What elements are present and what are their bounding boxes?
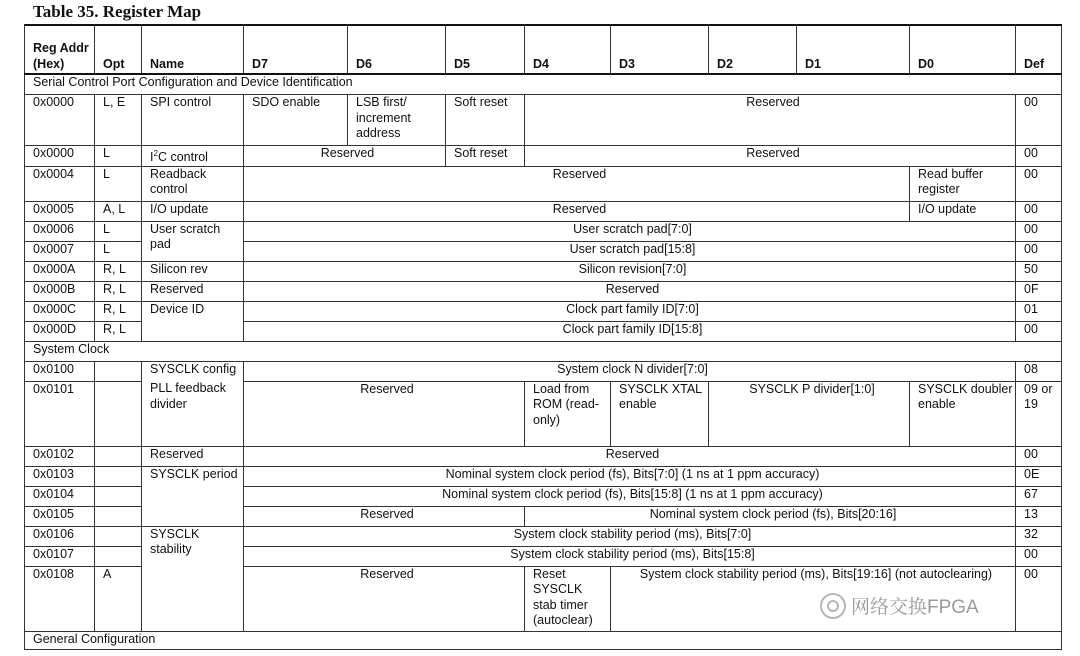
cell-opt (95, 526, 142, 546)
cell-d0: SYSCLK doubler enable (910, 381, 1016, 446)
cell-name: Device ID (142, 301, 244, 341)
section-general-configuration: General Configuration (25, 631, 1062, 649)
table-row (25, 221, 1062, 241)
header-d5: D5 (446, 25, 525, 74)
cell-bits: System clock stability period (ms), Bits[19:16] (not autoclearing) (611, 566, 1016, 631)
cell-bits: User scratch pad[15:8] (244, 241, 1016, 261)
cell-def: 00 (1016, 566, 1062, 631)
cell-def: 00 (1016, 446, 1062, 466)
cell-opt: L, E (95, 95, 142, 146)
cell-reserved: Reserved (244, 201, 910, 221)
cell-opt: L (95, 166, 142, 201)
cell-def: 00 (1016, 95, 1062, 146)
cell-reserved: Reserved (244, 166, 910, 201)
header-d1: D1 (797, 25, 910, 74)
section-row (25, 631, 1062, 649)
cell-opt: R, L (95, 321, 142, 341)
cell-name: SYSCLK stability (142, 526, 244, 631)
cell-reserved: Reserved (244, 146, 446, 167)
cell-reserved: Reserved (244, 446, 1016, 466)
cell-addr: 0x0000 (25, 146, 95, 167)
cell-bits: Clock part family ID[7:0] (244, 301, 1016, 321)
cell-opt (95, 506, 142, 526)
cell-def: 09 or 19 (1016, 381, 1062, 446)
cell-bits: Nominal system clock period (fs), Bits[15:8] (1 ns at 1 ppm accuracy) (244, 486, 1016, 506)
cell-name: User scratch pad (142, 221, 244, 261)
cell-opt: A (95, 566, 142, 631)
cell-opt (95, 446, 142, 466)
cell-bits: User scratch pad[7:0] (244, 221, 1016, 241)
cell-addr: 0x0006 (25, 221, 95, 241)
cell-addr: 0x0005 (25, 201, 95, 221)
table-row (25, 281, 1062, 301)
cell-def: 0F (1016, 281, 1062, 301)
cell-bits: Nominal system clock period (fs), Bits[20:16] (525, 506, 1016, 526)
cell-def: 00 (1016, 321, 1062, 341)
cell-name: Reserved (142, 446, 244, 466)
cell-addr: 0x0104 (25, 486, 95, 506)
cell-opt: L (95, 146, 142, 167)
cell-def: 00 (1016, 241, 1062, 261)
table-row (25, 381, 1062, 446)
cell-opt (95, 486, 142, 506)
section-row (25, 341, 1062, 361)
table-title: Table 35. Register Map (33, 2, 202, 21)
cell-d5: Soft reset (446, 95, 525, 146)
table-row (25, 166, 1062, 201)
table-row (25, 95, 1062, 146)
table-row (25, 466, 1062, 486)
cell-name: SYSCLK period (142, 466, 244, 526)
cell-reserved: Reserved (244, 281, 1016, 301)
cell-name: SPI control (142, 95, 244, 146)
cell-addr: 0x0101 (25, 381, 95, 446)
cell-d4: Reset SYSCLK stab timer (autoclear) (525, 566, 611, 631)
cell-addr: 0x000B (25, 281, 95, 301)
table-row (25, 146, 1062, 167)
watermark (820, 592, 979, 619)
name-prefix: I (150, 150, 154, 165)
cell-reserved: Reserved (244, 381, 525, 446)
cell-def: 01 (1016, 301, 1062, 321)
cell-reserved: Reserved (244, 566, 525, 631)
table-row (25, 301, 1062, 321)
cell-d6: LSB first/ increment address (348, 95, 446, 146)
cell-def: 0E (1016, 466, 1062, 486)
watermark-text: 网络交换FPGA (851, 597, 979, 618)
cell-opt: R, L (95, 301, 142, 321)
cell-d2-d1: SYSCLK P divider[1:0] (709, 381, 910, 446)
section-system-clock: System Clock (25, 341, 1062, 361)
cell-addr: 0x000A (25, 261, 95, 281)
cell-opt (95, 546, 142, 566)
cell-addr: 0x0000 (25, 95, 95, 146)
cell-def: 13 (1016, 506, 1062, 526)
cell-addr: 0x0108 (25, 566, 95, 631)
wechat-logo-icon (820, 593, 846, 619)
cell-addr: 0x0107 (25, 546, 95, 566)
cell-d7: SDO enable (244, 95, 348, 146)
header-d2: D2 (709, 25, 797, 74)
cell-d4: Load from ROM (read-only) (525, 381, 611, 446)
cell-name: I/O update (142, 201, 244, 221)
cell-addr: 0x0105 (25, 506, 95, 526)
cell-name: Reserved (142, 281, 244, 301)
cell-addr: 0x0103 (25, 466, 95, 486)
cell-bits: Silicon revision[7:0] (244, 261, 1016, 281)
cell-def: 08 (1016, 361, 1062, 381)
cell-opt (95, 361, 142, 381)
table-row (25, 361, 1062, 381)
table-row (25, 446, 1062, 466)
cell-bits: System clock stability period (ms), Bits[7:0] (244, 526, 1016, 546)
cell-def: 67 (1016, 486, 1062, 506)
section-serial-control: Serial Control Port Configuration and Device Identification (25, 74, 1062, 95)
cell-addr: 0x000D (25, 321, 95, 341)
cell-def: 00 (1016, 546, 1062, 566)
cell-addr: 0x0100 (25, 361, 95, 381)
header-d7: D7 (244, 25, 348, 74)
cell-def: 00 (1016, 201, 1062, 221)
cell-bits: Nominal system clock period (fs), Bits[7:0] (1 ns at 1 ppm accuracy) (244, 466, 1016, 486)
cell-reserved: Reserved (525, 146, 1016, 167)
cell-bits: System clock stability period (ms), Bits[15:8] (244, 546, 1016, 566)
header-d4: D4 (525, 25, 611, 74)
header-d0: D0 (910, 25, 1016, 74)
cell-def: 00 (1016, 146, 1062, 167)
cell-def: 00 (1016, 221, 1062, 241)
cell-addr: 0x0102 (25, 446, 95, 466)
cell-name: Readback control (142, 166, 244, 201)
cell-reserved: Reserved (244, 506, 525, 526)
register-map-table (24, 24, 1062, 650)
section-row (25, 74, 1062, 95)
cell-addr: 0x0106 (25, 526, 95, 546)
header-reg-addr: Reg Addr (Hex) (25, 25, 95, 74)
cell-name: Silicon rev (142, 261, 244, 281)
cell-opt (95, 466, 142, 486)
cell-def: 32 (1016, 526, 1062, 546)
cell-addr: 0x000C (25, 301, 95, 321)
header-name: Name (142, 25, 244, 74)
cell-bits: System clock N divider[7:0] (244, 361, 1016, 381)
table-row (25, 201, 1062, 221)
cell-name: PLL feedback divider (142, 381, 244, 446)
cell-reserved: Reserved (525, 95, 1016, 146)
cell-opt: A, L (95, 201, 142, 221)
cell-addr: 0x0007 (25, 241, 95, 261)
cell-d3: SYSCLK XTAL enable (611, 381, 709, 446)
table-row (25, 526, 1062, 546)
cell-opt: L (95, 221, 142, 241)
header-def: Def (1016, 25, 1062, 74)
cell-opt: R, L (95, 281, 142, 301)
name-superscript: 2 (153, 149, 158, 158)
cell-bits: Clock part family ID[15:8] (244, 321, 1016, 341)
header-opt: Opt (95, 25, 142, 74)
cell-d5: Soft reset (446, 146, 525, 167)
cell-d0: Read buffer register (910, 166, 1016, 201)
cell-name (142, 146, 244, 167)
cell-def: 50 (1016, 261, 1062, 281)
cell-opt: R, L (95, 261, 142, 281)
cell-def: 00 (1016, 166, 1062, 201)
name-suffix: C control (157, 150, 208, 165)
header-d3: D3 (611, 25, 709, 74)
cell-d0: I/O update (910, 201, 1016, 221)
header-d6: D6 (348, 25, 446, 74)
table-row (25, 261, 1062, 281)
cell-addr: 0x0004 (25, 166, 95, 201)
cell-name: SYSCLK config (142, 361, 244, 381)
header-row (25, 25, 1062, 74)
cell-opt (95, 381, 142, 446)
cell-opt: L (95, 241, 142, 261)
